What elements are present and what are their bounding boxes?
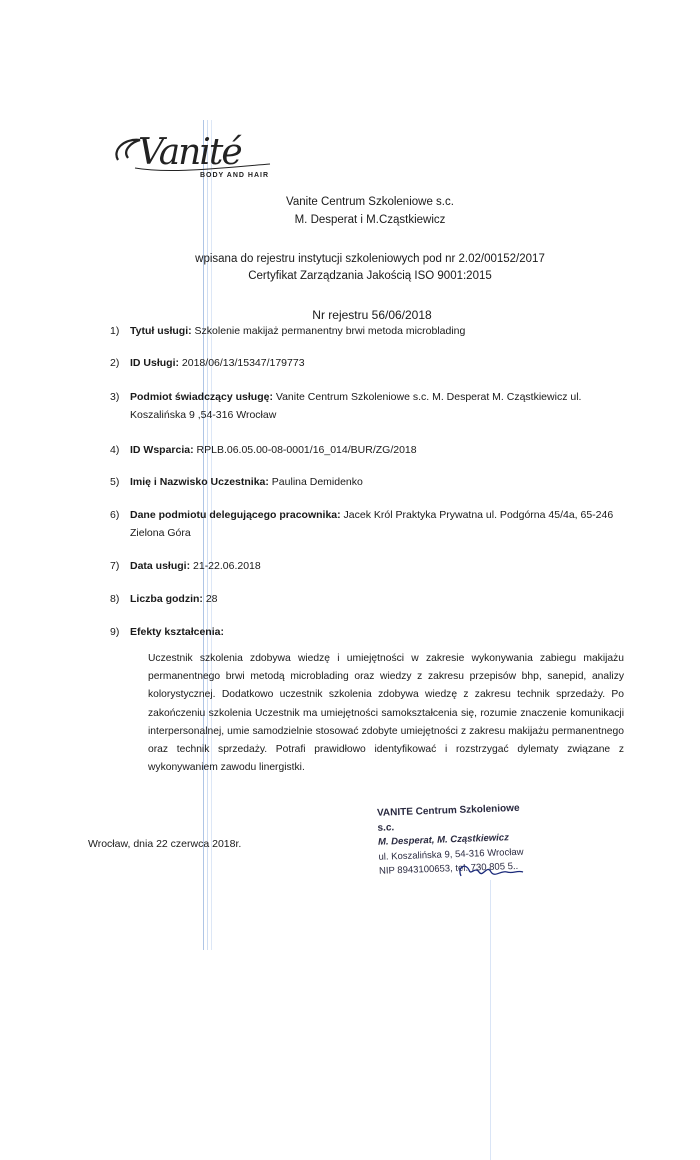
item-label: Liczba godzin: bbox=[130, 593, 203, 605]
item-label: Dane podmiotu delegującego pracownika: bbox=[130, 509, 341, 521]
certificate-page: Vanité BODY AND HAIR Vanite Centrum Szkoleniowe s.c. M. Desperat i M.Cząstkiewicz wpisana do rejestru instytucji szkoleniowych pod nr 2.02/00152/2017 Certyfikat Zarządzania Jakością ISO 9001:2015 Nr rejestru 56/06/2018 1) Tytuł usługi: Szkolenie makijaż permanentny brwi metoda microblading 2) ID Usługi: 2018/06/13/15347/179773 3) Podmiot świadczący usługę: Vanite Centrum Szkoleniowe s.c. M. Desperat M. Cząstkiewicz ul. Koszalińska 9 ,54-316 Wrocław 4) ID Wsparcia: RPLB.06.05.00-08-0001/16_014/BUR/ZG/2018 5) Imię i Nazwisko Uczestnika: Paulina Demidenko 6) Dane podmiotu delegującego pracownika: Jacek Król Praktyka Prywatna ul. Podgórna 45/4a, 65-246 Zielona Góra 7) Data usługi: 21-22.06.2018 8) Liczba godzin: 28 9) Efekty kształcenia: Uczestnik szkolenia zdobywa wiedzę i umiejętności w zakresie wykonywania zabiegu makijażu permanentnego brwi metodą microblading oraz wiedzy z zakresu przepisów bhp, sanepid, analizy kolorystycznej. Dodatkowo uczestnik szkolenia zdobywa wiedzę z zakresu technik sprzedaży. Po zakończeniu szkolenia Uczestnik ma umiejętności samokształcenia się, rozumie znaczenie komunikacji interpersonalnej, umie samodzielnie stosować zdobyte umiejętności z zakresu makijażu permanentnego oraz technik sprzedaży. Potrafi prawidłowo identyfikować i rozstrzygać dylematy związane z wykonywaniem zawodu linergistki. Wrocław, dnia 22 czerwca 2018r. VANITE Centrum Szkoleniowe s.c. M. Desperat, M. Cząstkiewicz ul. Koszalińska 9, 54-316 Wrocław NIP 8943100653, tel. 730 805 5.. bbox=[0, 0, 700, 1153]
item-value: Vanite Centrum Szkoleniowe s.c. M. Desperat M. Cząstkiewicz ul. bbox=[272, 391, 582, 403]
stamp-owners: M. Desperat, M. Cząstkiewicz bbox=[377, 832, 510, 848]
stamp-company: VANITE Centrum Szkoleniowe s.c. bbox=[376, 802, 520, 834]
svg-text:Vanité: Vanité bbox=[138, 132, 241, 173]
item-label: Tytuł usługi: bbox=[130, 325, 192, 337]
item-value: 2018/06/13/15347/179773 bbox=[179, 357, 305, 369]
item-value-cont: Koszalińska 9 ,54-316 Wrocław bbox=[130, 409, 277, 421]
item-value: 21-22.06.2018 bbox=[190, 560, 261, 572]
item-value: RPLB.06.05.00-08-0001/16_014/BUR/ZG/2018 bbox=[193, 444, 417, 456]
scan-streak bbox=[490, 880, 491, 1160]
company-owners: M. Desperat i M.Cząstkiewicz bbox=[294, 214, 446, 226]
item-value-cont: Zielona Góra bbox=[130, 527, 191, 539]
item-label: Imię i Nazwisko Uczestnika: bbox=[130, 476, 269, 488]
item-label: ID Wsparcia: bbox=[130, 444, 194, 456]
logo-tagline: BODY AND HAIR bbox=[200, 172, 270, 179]
learning-outcomes: Uczestnik szkolenia zdobywa wiedzę i umiejętności w zakresie wykonywania zabiegu makijażu permanentnego brwi metodą microblading oraz wiedzy z zakresu przepisów bhp, sanepid, analizy kolorystycznej. Dodatkowo uczestnik szkolenia zdobywa wiedzę z zakresu technik sprzedaży. Po zakończeniu szkolenia Uczestnik ma umiejętności samokształcenia się, rozumie znaczenie komunikacji interpersonalnej, umie samodzielnie stosować zdobyte umiejętności z zakresu makijażu permanentnego oraz technik sprzedaży. Potrafi prawidłowo identyfikować i rozstrzygać dylematy związane z wykonywaniem zawodu linergistki. bbox=[148, 653, 624, 774]
item-label: Podmiot świadczący usługę: bbox=[130, 391, 273, 403]
item-label: Data usługi: bbox=[130, 560, 191, 572]
item-value: Szkolenie makijaż permanentny brwi metoda microblading bbox=[191, 325, 466, 337]
registry-number: Nr rejestru 56/06/2018 bbox=[312, 308, 432, 322]
item-value: Paulina Demidenko bbox=[268, 476, 363, 488]
place-date: Wrocław, dnia 22 czerwca 2018r. bbox=[88, 838, 242, 850]
signature-mark bbox=[455, 860, 525, 882]
item-value: Jacek Król Praktyka Prywatna ul. Podgórna 45/4a, 65-246 bbox=[340, 509, 614, 521]
stamp-address: ul. Koszalińska 9, 54-316 Wrocław bbox=[378, 846, 524, 863]
item-value: 28 bbox=[202, 593, 218, 605]
item-label: ID Usługi: bbox=[130, 357, 179, 369]
iso-certificate: Certyfikat Zarządzania Jakością ISO 9001:2015 bbox=[248, 270, 492, 282]
company-name: Vanite Centrum Szkoleniowe s.c. bbox=[286, 196, 454, 208]
registry-line: wpisana do rejestru instytucji szkoleniowych pod nr 2.02/00152/2017 bbox=[195, 253, 545, 265]
item-label: Efekty kształcenia: bbox=[130, 626, 224, 638]
stamp-nip: NIP 8943100653, tel. 730 805 5.. bbox=[378, 860, 519, 877]
